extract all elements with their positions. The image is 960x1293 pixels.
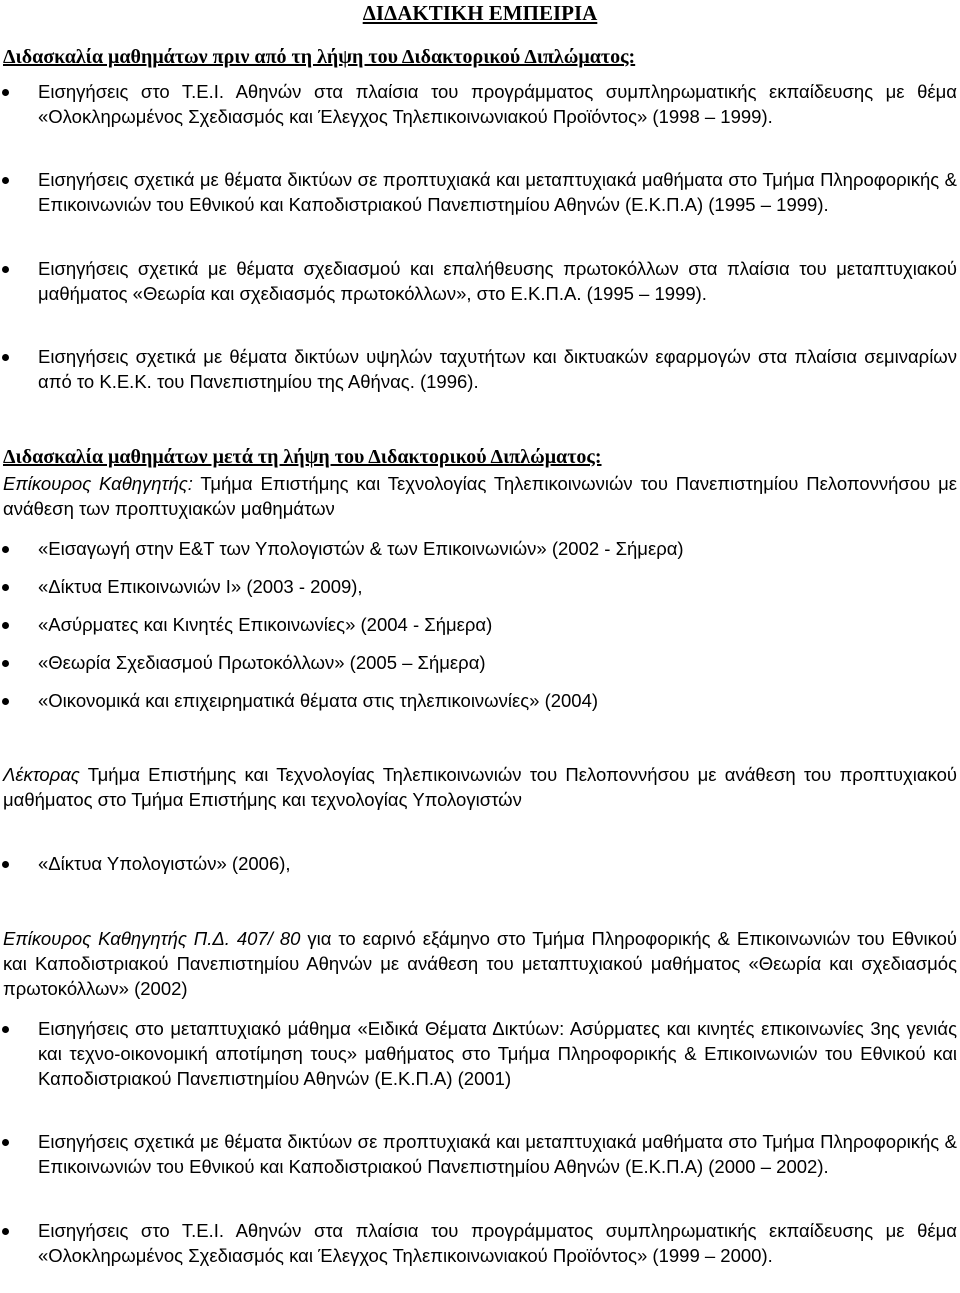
position-title: Λέκτορας xyxy=(3,764,80,785)
bullet-icon xyxy=(2,660,9,667)
list-item-text: «Δίκτυα Επικοινωνιών Ι» (2003 - 2009), xyxy=(38,576,363,597)
bullet-icon xyxy=(2,1228,9,1235)
section-heading-after-phd: Διδασκαλία μαθημάτων μετά τη λήψη του Διδακτορικού Διπλώματος: xyxy=(3,446,602,468)
list-item-text: Εισηγήσεις σχετικά με θέματα σχεδιασμού και επαλήθευσης πρωτοκόλλων στα πλαίσια του μεταπτυχιακού μαθήματος «Θεωρία και σχεδιασμός πρωτοκόλλων», στο Ε.Κ.Π.Α. (1995 – 1999). xyxy=(38,258,957,304)
list-item-text: Εισηγήσεις στο μεταπτυχιακό μάθημα «Ειδικά Θέματα Δικτύων: Ασύρματες και κινητές επικοινωνίες 3ης γενιάς και τεχνο-οικονομική αποτίμηση τους» μαθήματος στο Τμήμα Πληροφορικής & Επικοινωνιών του Εθνικού και Καποδιστριακού Πανεπιστημίου Αθηνών (Ε.Κ.Π.Α) (2001) xyxy=(38,1018,957,1089)
list-item-text: Εισηγήσεις στο Τ.Ε.Ι. Αθηνών στα πλαίσια του προγράμματος συμπληρωματικής εκπαίδευσης με θέμα «Ολοκληρωμένος Σχεδιασμός και Έλεγχος Τηλεπικοινωνιακού Προϊόντος» (1998 – 1999). xyxy=(38,81,957,127)
list-item-text: Εισηγήσεις σχετικά με θέματα δικτύων σε προπτυχιακά και μεταπτυχιακά μαθήματα στο Τμήμα Πληροφορικής & Επικοινωνιών του Εθνικού και Καποδιστριακού Πανεπιστημίου Αθηνών (Ε.Κ.Π.Α) (1995 – 1999). xyxy=(38,169,957,215)
list-item-text: Εισηγήσεις σχετικά με θέματα δικτύων σε προπτυχιακά και μεταπτυχιακά μαθήματα στο Τμήμα Πληροφορικής & Επικοινωνιών του Εθνικού και Καποδιστριακού Πανεπιστημίου Αθηνών (Ε.Κ.Π.Α) (2000 – 2002). xyxy=(38,1131,957,1177)
page-title: ΔΙΔΑΚΤΙΚΗ ΕΜΠΕΙΡΙΑ xyxy=(362,1,598,25)
list-item-text: «Εισαγωγή στην Ε&Τ των Υπολογιστών & των Επικοινωνιών» (2002 - Σήμερα) xyxy=(38,538,684,559)
bullet-icon xyxy=(2,584,9,591)
bullet-icon xyxy=(2,354,9,361)
bullet-icon xyxy=(2,546,9,553)
position-description xyxy=(3,926,957,1001)
position-description xyxy=(3,471,957,521)
position-title: Επίκουρος Καθηγητής Π.Δ. 407/ 80 xyxy=(3,928,301,949)
bullet-icon xyxy=(2,1139,9,1146)
list-item-text: «Ασύρματες και Κινητές Επικοινωνίες» (2004 - Σήμερα) xyxy=(38,614,493,635)
bullet-icon xyxy=(2,1026,9,1033)
position-text: για το εαρινό εξάμηνο στο Τμήμα Πληροφορικής & Επικοινωνιών του Εθνικού και Καποδιστριακού Πανεπιστημίου Αθηνών με ανάθεση του μεταπτυχιακού μαθήματος «Θεωρία και σχεδιασμός πρωτοκόλλων» (2002) xyxy=(3,928,957,999)
list-item-text: «Δίκτυα Υπολογιστών» (2006), xyxy=(38,853,291,874)
position-description xyxy=(3,762,957,812)
bullet-icon xyxy=(2,698,9,705)
section-heading-before-phd: Διδασκαλία μαθημάτων πριν από τη λήψη του Διδακτορικού Διπλώματος: xyxy=(3,46,636,68)
bullet-icon xyxy=(2,266,9,273)
bullet-icon xyxy=(2,89,9,96)
position-title: Επίκουρος Καθηγητής: xyxy=(3,473,193,494)
position-text: Τμήμα Επιστήμης και Τεχνολογίας Τηλεπικοινωνιών του Πανεπιστημίου Πελοποννήσου με ανάθεση των προπτυχιακών μαθημάτων xyxy=(3,473,957,519)
bullet-icon xyxy=(2,861,9,868)
bullet-icon xyxy=(2,622,9,629)
list-item-text: Εισηγήσεις σχετικά με θέματα δικτύων υψηλών ταχυτήτων και δικτυακών εφαρμογών στα πλαίσια σεμιναρίων από το Κ.Ε.Κ. του Πανεπιστημίου της Αθήνας. (1996). xyxy=(38,346,957,392)
bullet-icon xyxy=(2,177,9,184)
position-text: Τμήμα Επιστήμης και Τεχνολογίας Τηλεπικοινωνιών του Πελοποννήσου με ανάθεση του προπτυχιακού μαθήματος στο Τμήμα Επιστήμης και τεχνολογίας Υπολογιστών xyxy=(3,764,957,810)
list-item-text: «Οικονομικά και επιχειρηματικά θέματα στις τηλεπικοινωνίες» (2004) xyxy=(38,690,599,711)
list-item-text: «Θεωρία Σχεδιασμού Πρωτοκόλλων» (2005 – Σήμερα) xyxy=(38,652,486,673)
list-item-text: Εισηγήσεις στο Τ.Ε.Ι. Αθηνών στα πλαίσια του προγράμματος συμπληρωματικής εκπαίδευσης με θέμα «Ολοκληρωμένος Σχεδιασμός και Έλεγχος Τηλεπικοινωνιακού Προϊόντος» (1999 – 2000). xyxy=(38,1220,957,1266)
